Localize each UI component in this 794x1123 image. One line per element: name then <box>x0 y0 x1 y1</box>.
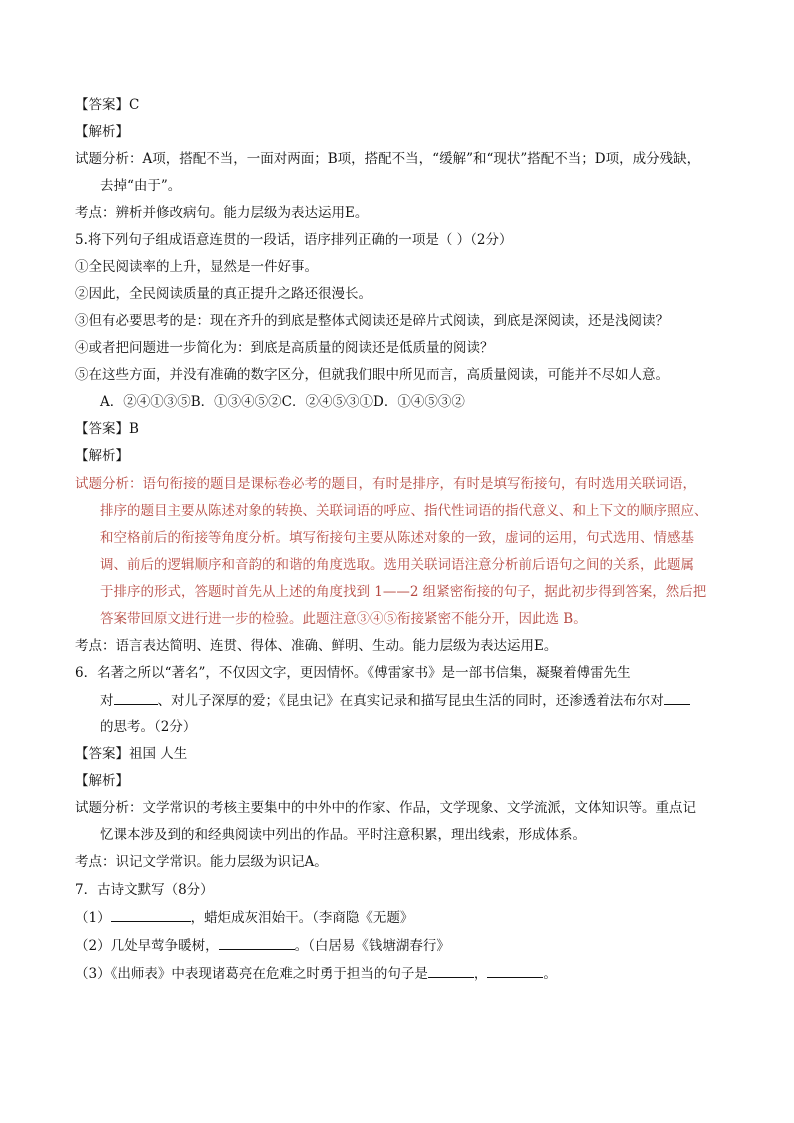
q6-stem-line <box>100 690 690 711</box>
q5-answer: 【答案】B <box>75 421 139 437</box>
q4-answer: 【答案】C <box>75 97 140 113</box>
fill-blank[interactable] <box>111 907 191 922</box>
q6-analysis-line: 试题分析：文学常识的考核主要集中的中外中的作家、作品，文学现象、文学流派，文体知识等。重点记 <box>75 800 696 816</box>
q6-text: 、对儿子深厚的爱；《昆虫记》在真实记录和描写昆虫生活的同时，还渗透着法布尔对 <box>157 693 664 709</box>
q5-sentence: ①全民阅读率的上升，显然是一件好事。 <box>75 259 318 275</box>
q7-item-source: 。（白居易《钱塘湖春行》 <box>294 938 450 954</box>
q6-text: 对 <box>100 693 114 709</box>
q5-kaodian: 考点：语言表达简明、连贯、得体、准确、鲜明、生动。能力层级为表达运用E。 <box>75 638 558 654</box>
q4-kaodian: 考点：辨析并修改病句。能力层级为表达运用E。 <box>75 205 369 221</box>
q6-stem-line: 的思考。（2分） <box>100 719 197 735</box>
q5-stem: 5.将下列句子组成语意连贯的一段话，语序排列正确的一项是（ ）（2分） <box>75 232 513 248</box>
q5-sentence: ⑤在这些方面，并没有准确的数字区分，但就我们眼中所见而言，高质量阅读，可能并不尽如人意。 <box>75 367 669 383</box>
q5-analysis-line: 答案带回原文进行进一步的检验。此题注意③④⑤衔接紧密不能分开，因此选 B。 <box>100 611 587 627</box>
q5-sentence: ②因此，全民阅读质量的真正提升之路还很漫长。 <box>75 286 372 302</box>
fill-blank[interactable] <box>114 690 158 705</box>
q5-analysis-line: 于排序的形式，答题时首先从上述的角度找到 1——2 组紧密衔接的句子，据此初步得到答案，然后把 <box>100 584 707 600</box>
q5-analysis-line: 和空格前后的衔接等角度分析。填写衔接句主要从陈述对象的一致，虚词的运用，句式选用、情感基 <box>100 530 694 546</box>
q6-answer: 【答案】祖国 人生 <box>75 746 188 762</box>
fill-blank[interactable] <box>428 963 474 978</box>
q6-analysis-label: 【解析】 <box>75 773 129 789</box>
q6-stem-line: 6．名著之所以“著名”，不仅因文字，更因情怀。《傅雷家书》是一部书信集，凝聚着傅雷先生 <box>75 665 631 681</box>
q5-options: A．②④①③⑤B．①③④⑤②C．②④⑤③①D．①④⑤③② <box>100 394 465 410</box>
q4-analysis-line: 试题分析：A项，搭配不当，一面对两面；B项，搭配不当，“缓解”和“现状”搭配不当；D项，成分残缺， <box>75 151 701 167</box>
q5-analysis-label: 【解析】 <box>75 448 129 464</box>
q6-kaodian: 考点：识记文学常识。能力层级为识记A。 <box>75 854 328 870</box>
q5-sentence: ③但有必要思考的是：现在齐升的到底是整体式阅读还是碎片式阅读，到底是深阅读，还是浅阅读？ <box>75 313 669 329</box>
fill-blank[interactable] <box>219 935 295 950</box>
q7-item-text: ，蜡炬成灰泪始干。（李商隐《无题》 <box>190 910 414 926</box>
q5-analysis-line: 试题分析：语句衔接的题目是课标卷必考的题目，有时是排序，有时是填写衔接句，有时选用关联词语， <box>75 476 696 492</box>
q7-item-3 <box>75 963 557 984</box>
q5-sentence: ④或者把问题进一步简化为：到底是高质量的阅读还是低质量的阅读？ <box>75 340 494 356</box>
q6-analysis-line: 忆课本涉及到的和经典阅读中列出的作品。平时注意积累，理出线索，形成体系。 <box>100 827 586 843</box>
fill-blank[interactable] <box>664 690 690 705</box>
fill-blank[interactable] <box>487 963 543 978</box>
q5-analysis-line: 排序的题目主要从陈述对象的转换、关联词语的呼应、指代性词语的指代意义、和上下文的顺序照应、 <box>100 503 708 519</box>
q7-stem: 7．古诗文默写（8分） <box>75 882 214 898</box>
q7-item-1 <box>75 907 413 928</box>
q4-analysis-line: 去掉“由于”。 <box>100 178 182 194</box>
q7-item-text: 。 <box>543 966 557 982</box>
q7-item-2 <box>75 935 450 956</box>
q7-item-text: （3）《出师表》中表现诸葛亮在危难之时勇于担当的句子是 <box>75 966 428 982</box>
q7-item-text: ， <box>473 966 488 982</box>
q7-item-num: （1） <box>75 910 111 926</box>
q4-analysis-label: 【解析】 <box>75 124 129 140</box>
q7-item-text: （2）几处早莺争暖树， <box>75 938 219 954</box>
q5-analysis-line: 调、前后的逻辑顺序和音韵的和谐的角度选取。选用关联词语注意分析前后语句之间的关系，此题属 <box>100 557 694 573</box>
